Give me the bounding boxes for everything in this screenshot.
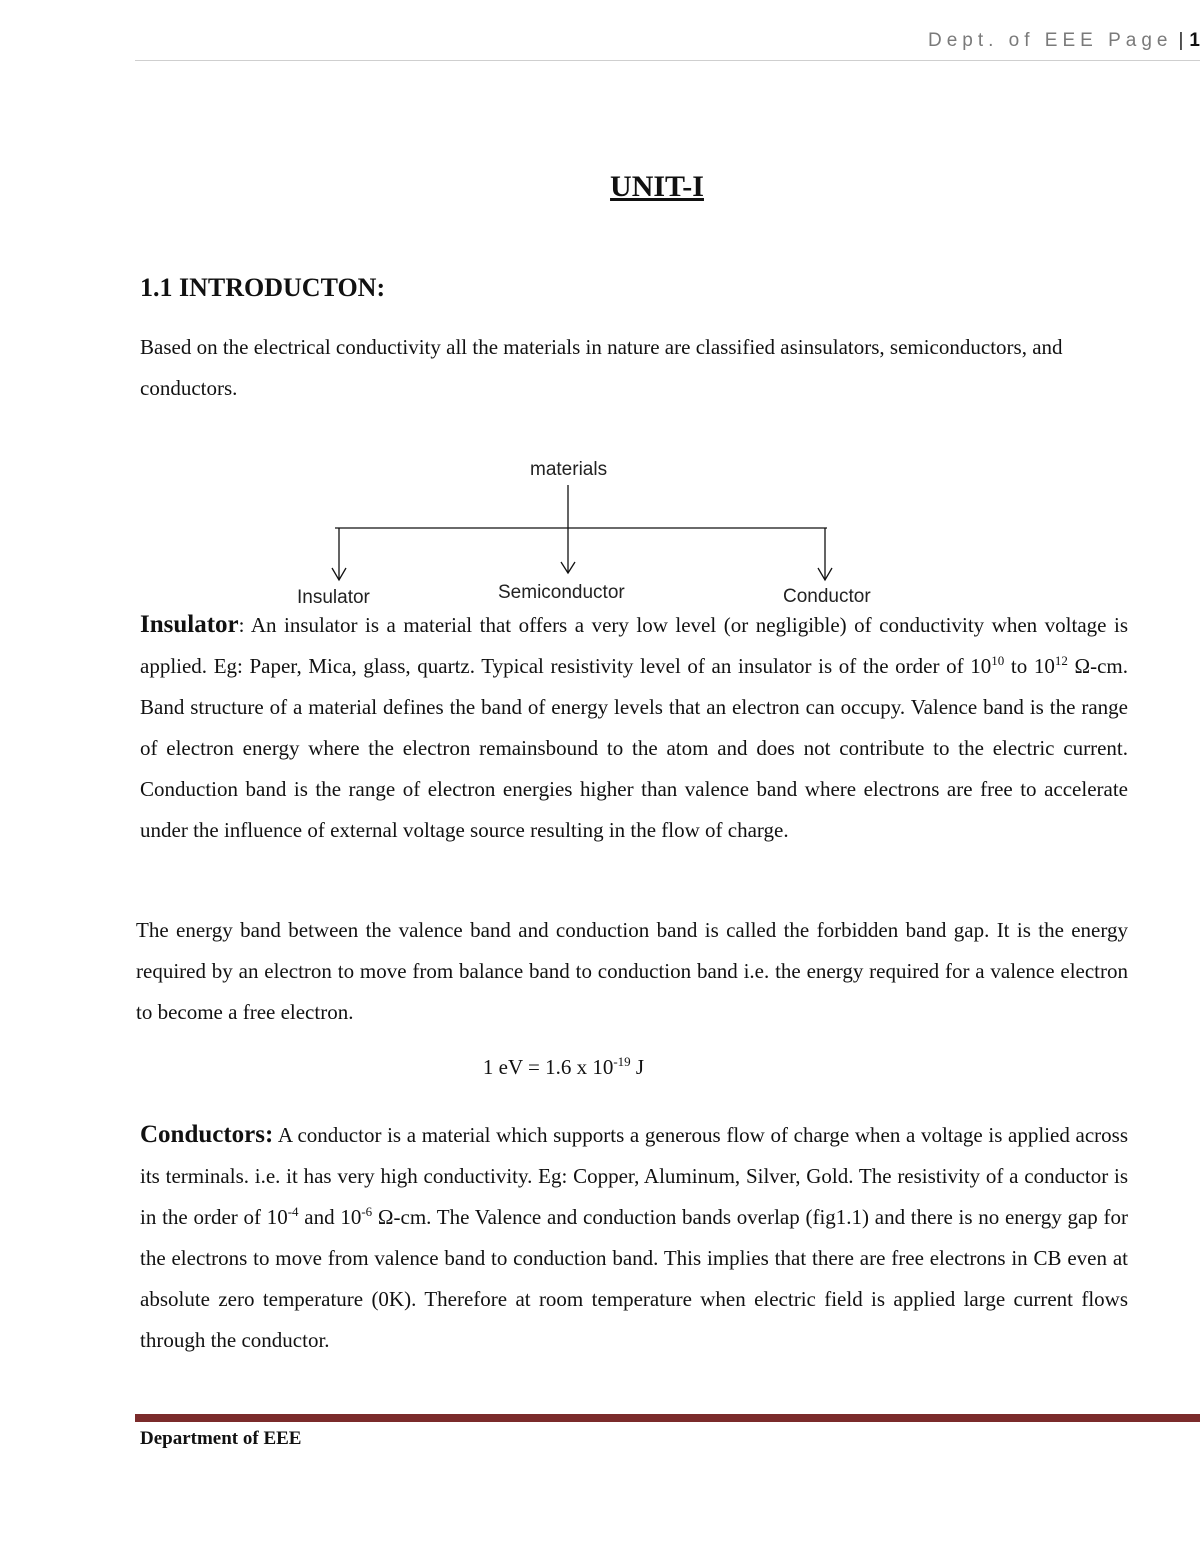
footer-divider [135, 1414, 1200, 1422]
header-label: Dept. of EEE Page [927, 30, 1173, 51]
diagram-insulator-label: Insulator [297, 587, 370, 608]
footer-department: Department of EEE [140, 1428, 302, 1449]
insulator-mid: to [1004, 654, 1034, 678]
unit-title: UNIT-I [610, 170, 704, 203]
conductors-exp1: -4 [287, 1204, 299, 1219]
section-title: 1.1 INTRODUCTON: [140, 273, 386, 302]
conductors-term: Conductors: [140, 1121, 274, 1148]
conductors-mid: and [298, 1205, 341, 1229]
conductors-exp2: -6 [361, 1204, 373, 1219]
insulator-base2: 10 [1033, 654, 1055, 678]
diagram-conductor-label: Conductor [783, 586, 871, 607]
conductors-text-b: Ω-cm. The Valence and conduction bands overlap (fig1.1) and there is no energy gap for the electrons to move from valence band to conduction band. This implies that there are free electrons in CB even at absolute zero temperature (0K). Therefore at room temperature when electric field is applied large current flows through the conductor. [140, 1205, 1128, 1352]
insulator-text-a: An insulator is a material that offers a very low level (or negligible) of conductivity when voltage is applied. Eg: Paper, Mica, glass, quartz. Typical resistivity level of an insulator is of the order of [140, 613, 1128, 678]
band-gap-paragraph: The energy band between the valence band and conduction band is called the forbidden band gap. It is the energy required by an electron to move from balance band to conduction band i.e. the energy required for a valence electron to become a free electron. [136, 918, 1128, 1024]
ev-equation [0, 1055, 1127, 1080]
diagram-root-label: materials [530, 459, 608, 480]
insulator-exp1: 10 [991, 653, 1005, 668]
equation-lhs: 1 eV = 1.6 x 10 [482, 1055, 614, 1079]
equation-unit: J [630, 1055, 645, 1079]
insulator-text-b: Ω-cm. Band structure of a material defines the band of energy levels that an electron can occupy. Valence band is the range of electron energy where the electron remainsbound to the atom and does not contribute to the electric current. Conduction band is the range of electron energies higher than valence band where electrons are free to accelerate under the influence of external voltage source resulting in the flow of charge. [140, 654, 1128, 842]
insulator-base1: 10 [970, 654, 992, 678]
header-divider [135, 60, 1200, 61]
materials-classification-diagram [0, 455, 1200, 615]
conductors-paragraph [140, 1114, 1128, 1361]
conductors-base1: 10 [266, 1205, 288, 1229]
page-header [928, 30, 1200, 52]
intro-paragraph: Based on the electrical conductivity all the materials in nature are classified asinsulators, semiconductors, and conductors. [140, 335, 1063, 400]
equation-exponent: -19 [613, 1054, 631, 1069]
insulator-colon: : [238, 613, 245, 637]
conductors-base2: 10 [340, 1205, 362, 1229]
insulator-paragraph [140, 604, 1128, 851]
diagram-semiconductor-label: Semiconductor [498, 582, 625, 603]
conductors-text-a: A conductor is a material which supports a generous flow of charge when a voltage is applied across its terminals. i.e. it has very high conductivity. Eg: Copper, Aluminum, Silver, Gold. The resistivity of a conductor is in the order of [140, 1123, 1128, 1229]
insulator-term: Insulator [140, 611, 239, 638]
header-separator: | [1178, 30, 1184, 51]
insulator-exp2: 12 [1054, 653, 1068, 668]
page-number: 1 [1189, 30, 1200, 51]
